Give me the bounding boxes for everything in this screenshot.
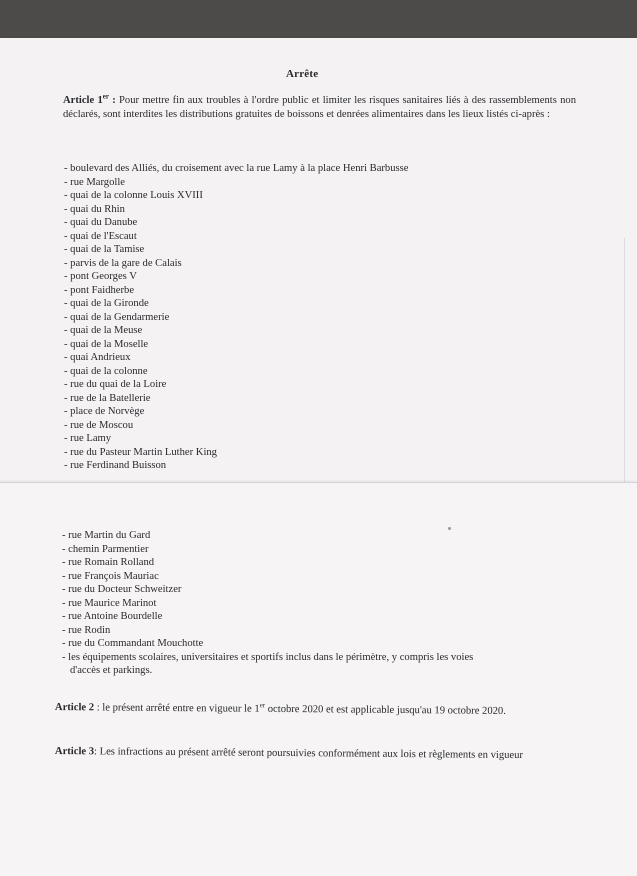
list-item: - pont Georges V (64, 271, 137, 282)
article-2: Article 2 : le présent arrêté entre en vigueur le 1er octobre 2020 et est applicable jusqu'au 19 octobre 2020. (54, 701, 506, 717)
list-item: - quai Andrieux (64, 352, 131, 363)
article-1-label: Article 1er : (63, 92, 116, 106)
list-item: - rue de la Batellerie (64, 392, 151, 404)
list-item: - rue François Mauriac (62, 570, 159, 582)
list-item: - rue de Moscou (64, 419, 134, 431)
list-item: - rue du Pasteur Martin Luther King (64, 446, 217, 458)
list-item: - quai de la colonne Louis XVIII (64, 190, 203, 201)
street-list-page-2 (62, 529, 542, 678)
page-fold-line (624, 238, 625, 508)
list-item: - boulevard des Alliés, du croisement avec la rue Lamy à la place Henri Barbusse (64, 163, 409, 174)
article-3-label: Article 3 (54, 746, 95, 758)
list-item: - quai de la Gendarmerie (64, 311, 170, 323)
article-3 (55, 745, 543, 763)
list-item: - rue Martin du Gard (62, 530, 151, 541)
list-item: - quai de la Gironde (64, 298, 149, 309)
list-item: - quai du Danube (64, 217, 138, 228)
list-item: - pont Faidherbe (64, 284, 135, 296)
list-item: - chemin Parmentier (62, 543, 149, 555)
list-item: - quai de la Meuse (64, 325, 143, 336)
page-1 (0, 38, 637, 490)
article-1-text: Pour mettre fin aux troubles à l'ordre public et limiter les risques sanitaires liés à des rassemblements non déclarés, sont interdites les distributions gratuites de boissons et denrées alimentaires dans les lieux listés ci-après : (63, 95, 576, 121)
list-item: - quai de l'Escaut (64, 230, 137, 242)
list-item: - quai de la Tamise (64, 244, 145, 255)
street-list-page-1 (64, 162, 408, 473)
list-item: - quai de la colonne (64, 365, 148, 377)
document-title: Arrête (286, 68, 319, 80)
article-2-label: Article 2 (54, 702, 95, 714)
list-item: - rue Maurice Marinot (62, 597, 157, 609)
list-item: - rue du Commandant Mouchotte (62, 638, 204, 649)
list-item: - parvis de la gare de Calais (64, 257, 182, 269)
list-item: - rue Rodin (62, 624, 111, 636)
article-1 (63, 94, 576, 122)
list-item: - quai du Rhin (64, 203, 125, 215)
list-item: - rue du quai de la Loire (64, 379, 167, 390)
equipment-line-2: d'accès et parkings. (70, 665, 153, 676)
list-item: - rue Antoine Bourdelle (62, 611, 163, 622)
list-item: - rue du Docteur Schweitzer (62, 584, 182, 595)
list-item-equipment (62, 651, 542, 678)
list-item: - rue Romain Rolland (62, 557, 155, 568)
equipment-line-1: - les équipements scolaires, universitaires et sportifs inclus dans le périmètre, y compris les voies (62, 651, 474, 663)
list-item: - quai de la Moselle (64, 338, 149, 350)
page-2 (0, 482, 637, 876)
list-item: - place de Norvège (64, 406, 145, 417)
article-3-text: : Les infractions au présent arrêté seront poursuivies conformément aux lois et règlements en vigueur (94, 746, 524, 762)
list-item: - rue Ferdinand Buisson (64, 460, 167, 471)
list-item: - rue Margolle (64, 176, 125, 188)
list-item: - rue Lamy (64, 433, 112, 444)
